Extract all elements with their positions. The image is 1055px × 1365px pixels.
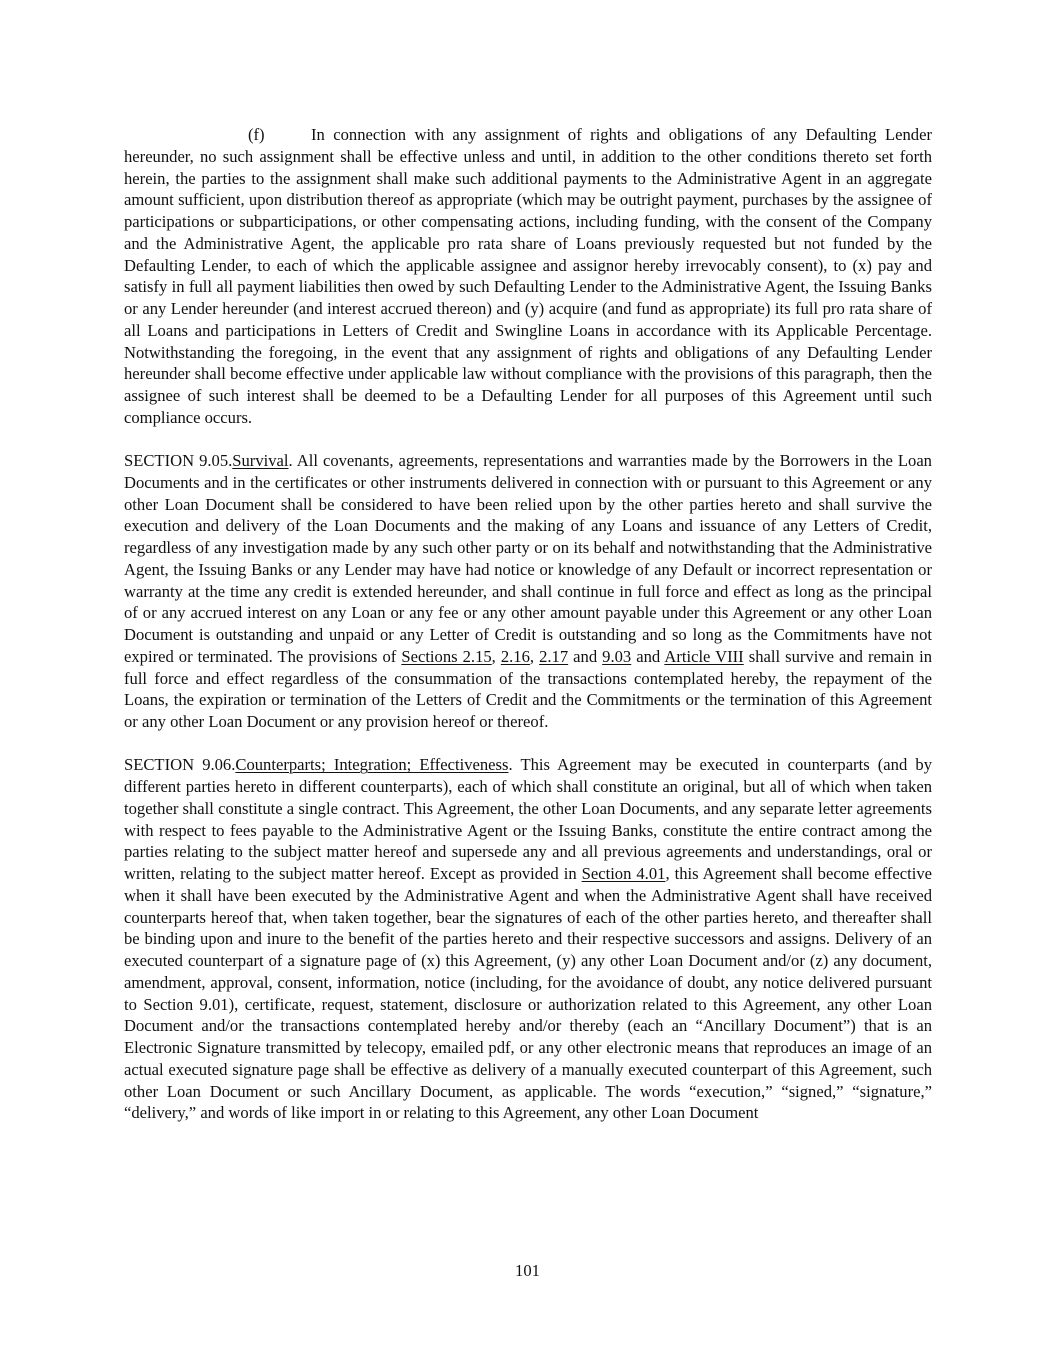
paragraph-text: In connection with any assignment of rights and obligations of any Defaulting Lender hereunder, no such assignment shall be effective unless and until, in addition to the other conditions thereto set forth herein, the parties to the assignment shall make such additional payments to the Administrative Agent in an aggregate amount sufficient, upon distribution thereof as appropriate (which may be outright payment, purchases by the assignee of participations or subparticipations, or other compensating actions, including funding, with the consent of the Company and the Administrative Agent, the applicable pro rata share of Loans previously requested but not funded by the Defaulting Lender, to each of which the applicable assignee and assignor hereby irrevocably consent), to (x) pay and satisfy in full all payment liabilities then owed by such Defaulting Lender to the Administrative Agent, the Issuing Banks or any Lender hereunder (and interest accrued thereon) and (y) acquire (and fund as appropriate) its full pro rata share of all Loans and participations in Letters of Credit and Swingline Loans in accordance with its Applicable Percentage. Notwithstanding the foregoing, in the event that any assignment of rights and obligations of any Defaulting Lender hereunder shall become effective under applicable law without compliance with the provisions of this paragraph, then the assignee of such interest shall be deemed to be a Defaulting Lender for all purposes of this Agreement until such compliance occurs. — [124, 125, 932, 427]
section-text: , this Agreement shall become effective when it shall have been executed by the Administrative Agent and when the Administrative Agent shall have received counterparts hereof that, when taken together, bear the signatures of each of the other parties hereto, and thereafter shall be binding upon and inure to the benefit of the parties hereto and their respective successors and assigns. Delivery of an executed counterpart of a signature page of (x) this Agreement, (y) any other Loan Document and/or (z) any document, amendment, approval, consent, information, notice (including, for the avoidance of doubt, any notice delivered pursuant to Section 9.01), certificate, request, statement, disclosure or authorization related to this Agreement, any other Loan Document and/or the transactions contemplated hereby and/or thereby (each an “Ancillary Document”) that is an Electronic Signature transmitted by telecopy, emailed pdf, or any other electronic means that reproduces an image of an actual executed signature page shall be effective as delivery of a manually executed counterpart of this Agreement, such other Loan Document or such Ancillary Document, as applicable. The words “execution,” “signed,” “signature,” “delivery,” and words of like import in or relating to this Agreement, any other Loan Document — [124, 864, 932, 1123]
separator: , — [529, 646, 540, 666]
cross-reference: Section 4.01 — [581, 864, 666, 884]
section-9-05 — [124, 450, 932, 733]
section-text: All covenants, agreements, representations and warranties made by the Borrowers in the Loan Documents and in the certificates or other instruments delivered in connection with or pursuant to this Agreement or any other Loan Document shall be considered to have been relied upon by the other parties hereto and shall survive the execution and delivery of the Loan Documents and the making of any Loans and issuance of any Letters of Credit, regardless of any investigation made by any such other party or on its behalf and notwithstanding that the Administrative Agent, the Issuing Banks or any Lender may have had notice or knowledge of any Default or incorrect representation or warranty at the time any credit is extended hereunder, and shall continue in full force and effect as long as the principal of or any accrued interest on any Loan or any fee or any other amount payable under this Agreement or any other Loan Document is outstanding and unpaid or any Letter of Credit is outstanding and so long as the Commitments have not expired or terminated. The provisions of — [124, 451, 932, 666]
separator: and — [631, 646, 665, 666]
paragraph-label: (f) — [248, 125, 265, 144]
section-heading-period: . — [508, 755, 513, 775]
section-number: SECTION 9.05. — [124, 451, 233, 471]
section-heading: Survival — [232, 451, 289, 471]
cross-reference: 9.03 — [602, 646, 632, 666]
section-heading-period: . — [288, 451, 293, 471]
cross-reference: 2.16 — [500, 646, 530, 666]
page-number: 101 — [515, 1261, 540, 1280]
cross-reference: Sections 2.15 — [401, 646, 492, 666]
cross-reference: 2.17 — [539, 646, 569, 666]
paragraph-f — [124, 124, 932, 429]
cross-reference: Article VIII — [664, 646, 744, 666]
section-text: shall survive and remain in full force and effect regardless of the consummation of the transactions contemplated hereby, the repayment of the Loans, the expiration or termination of the Letters of Credit and the Commitments or the termination of this Agreement or any other Loan Document or any provision hereof or thereof. — [124, 646, 933, 732]
document-page — [124, 124, 932, 1146]
separator: , — [491, 646, 501, 666]
section-9-06 — [124, 754, 932, 1124]
section-number: SECTION 9.06. — [124, 755, 236, 775]
section-heading: Counterparts; Integration; Effectiveness — [235, 755, 509, 775]
section-text: This Agreement may be executed in counterparts (and by different parties hereto in different counterparts), each of which shall constitute an original, but all of which when taken together shall constitute a single contract. This Agreement, the other Loan Documents, and any separate letter agreements with respect to fees payable to the Administrative Agent or the Issuing Banks, constitute the entire contract among the parties relating to the subject matter hereof and supersede any and all previous agreements and understandings, oral or written, relating to the subject matter hereof. Except as provided in — [124, 755, 932, 884]
separator: and — [568, 646, 603, 666]
